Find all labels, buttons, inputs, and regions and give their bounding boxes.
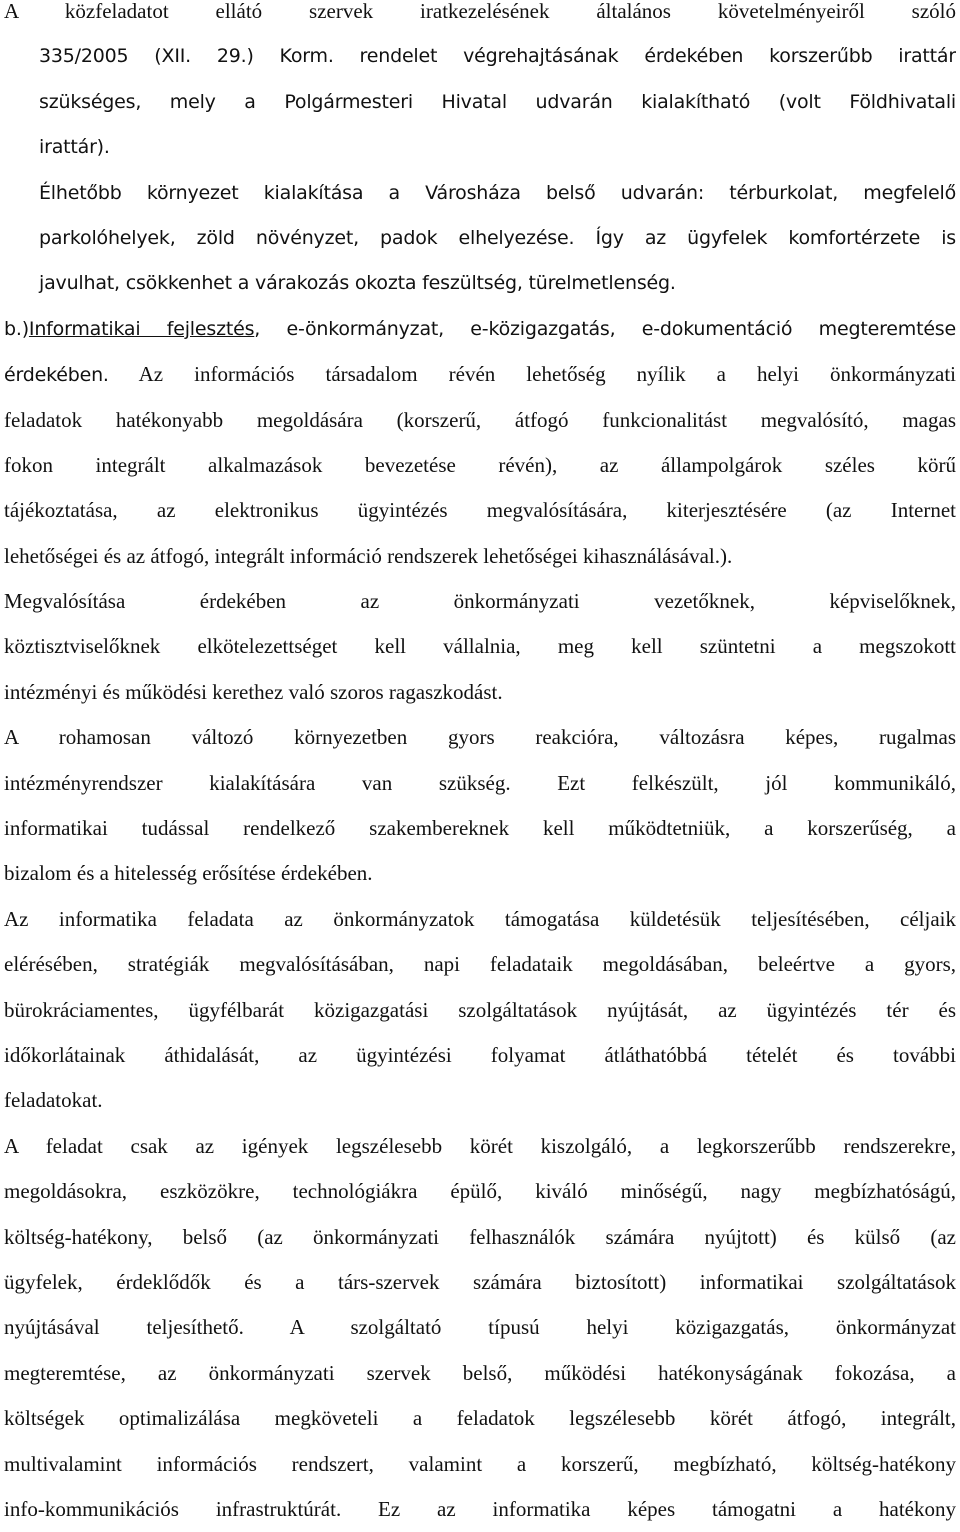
text-line: javulhat, csökkenhet a várakozás okozta feszültség, türelmetlenség. (39, 272, 676, 295)
text-line: irattár). (39, 136, 110, 159)
text-line: költség-hatékony, belső (az önkormányzati felhasználók számára nyújtott) és külső (az (4, 1224, 956, 1249)
text-line: ügyfelek, érdeklődők és a társ-szervek számára biztosított) informatikai szolgáltatások (4, 1269, 956, 1294)
text-line: feladatokat. (4, 1088, 103, 1113)
text-line: A rohamosan változó környezetben gyors reakcióra, változásra képes, rugalmas (4, 725, 956, 750)
text-line: elérésében, stratégiák megvalósításában, napi feladataik megoldásában, beleértve a gyors, (4, 952, 956, 977)
text-line: feladatok hatékonyabb megoldására (korszerű, átfogó funkcionalitást megvalósító, magas (4, 407, 956, 432)
text-line: A közfeladatot ellátó szervek iratkezelésének általános követelményeiről szóló (4, 0, 956, 23)
text-line: fokon integrált alkalmazások bevezetése révén), az állampolgárok széles körű (4, 452, 956, 477)
section-title-rest: , e-önkormányzat, e-közigazgatás, e-dokumentáció megteremtése (254, 317, 956, 340)
text-line: tájékoztatása, az elektronikus ügyintézés megvalósítására, kiterjesztésére (az Internet (4, 498, 956, 523)
text-line: megoldásokra, eszközökre, technológiákra épülő, kiváló minőségű, nagy megbízhatóságú, (4, 1179, 956, 1204)
text-line: informatikai tudással rendelkező szakembereknek kell működtetniük, a korszerűség, a (4, 816, 956, 841)
text-line: köztisztviselőknek elkötelezettséget kell vállalnia, meg kell szüntetni a megszokott (4, 634, 956, 659)
text-line: intézményi és működési kerethez való szoros ragaszkodást. (4, 679, 503, 704)
text-line: költségek optimalizálása megköveteli a feladatok legszélesebb körét átfogó, integrált, (4, 1406, 956, 1431)
text-line: nyújtásával teljesíthető. A szolgáltató típusú helyi közigazgatás, önkormányzat (4, 1315, 956, 1340)
text-line-mixed (4, 352, 956, 397)
text-line: info-kommunikációs infrastruktúrát. Ez az informatika képes támogatni a hatékony (4, 1496, 956, 1521)
text-line: 335/2005 (XII. 29.) Korm. rendelet végrehajtásának érdekében korszerűbb irattár (39, 45, 956, 68)
text-line: Megvalósítása érdekében az önkormányzati vezetőknek, képviselőknek, (4, 589, 956, 614)
text-line: Az informatika feladata az önkormányzatok támogatása küldetésük teljesítésében, céljaik (4, 906, 956, 931)
section-heading-b (4, 307, 956, 352)
text-line: Élhetőbb környezet kialakítása a Városháza belső udvarán: térburkolat, megfelelő (39, 181, 956, 204)
text-line: lehetőségei és az átfogó, integrált információ rendszerek lehetőségei kihasználásával.). (4, 543, 733, 568)
section-title-underlined: Informatikai fejlesztés (28, 317, 255, 340)
text-fragment: érdekében. (4, 364, 109, 387)
text-line: szükséges, mely a Polgármesteri Hivatal udvarán kialakítható (volt Földhivatali (39, 90, 956, 113)
text-line: multivalamint információs rendszert, valamint a korszerű, megbízható, költség-hatékony (4, 1451, 956, 1476)
text-line: megteremtése, az önkormányzati szervek belső, működési hatékonyságának fokozása, a (4, 1360, 956, 1385)
text-fragment: Az információs társadalom révén lehetőség nyílik a helyi önkormányzati (108, 362, 956, 387)
text-line: bizalom és a hitelesség erősítése érdekében. (4, 861, 373, 886)
text-line: bürokráciamentes, ügyfélbarát közigazgatási szolgáltatások nyújtását, az ügyintézés tér és (4, 997, 956, 1022)
text-line: időkorlátainak áthidalását, az ügyintézési folyamat átláthatóbbá tételét és további (4, 1042, 956, 1067)
section-prefix: b.) (4, 317, 29, 340)
text-line: intézményrendszer kialakítására van szükség. Ezt felkészült, jól kommunikáló, (4, 770, 956, 795)
text-line: parkolóhelyek, zöld növényzet, padok elhelyezése. Így az ügyfelek komfortérzete is (39, 226, 956, 249)
document-page (4, 0, 956, 1532)
text-line: A feladat csak az igények legszélesebb körét kiszolgáló, a legkorszerűbb rendszerekre, (4, 1133, 956, 1158)
